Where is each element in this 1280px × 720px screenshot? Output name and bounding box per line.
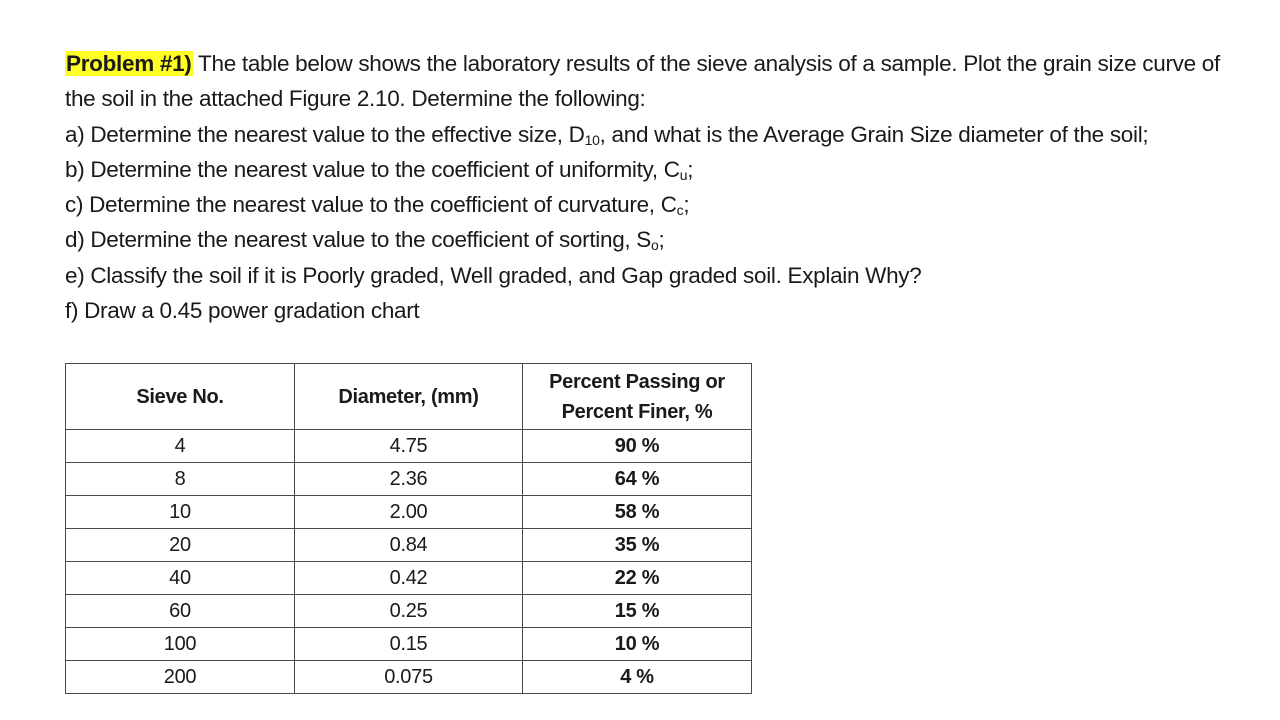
- cell-diameter: 0.25: [295, 595, 523, 628]
- question-d-subscript: o: [651, 237, 659, 254]
- table-row: [66, 628, 752, 661]
- cell-diameter: 0.84: [295, 529, 523, 562]
- problem-label: Problem #1): [66, 51, 192, 76]
- cell-diameter: 4.75: [295, 430, 523, 463]
- question-e: e) Classify the soil if it is Poorly graded, Well graded, and Gap graded soil. Explain Why?: [65, 262, 922, 288]
- cell-diameter: 0.15: [295, 628, 523, 661]
- problem-statement: [65, 46, 1245, 328]
- question-f: f) Draw a 0.45 power gradation chart: [65, 298, 420, 324]
- problem-intro-line2: the soil in the attached Figure 2.10. Determine the following:: [65, 86, 646, 112]
- cell-percent: 90 %: [523, 430, 752, 463]
- table-row: [66, 529, 752, 562]
- question-d-text: d) Determine the nearest value to the coefficient of sorting, S: [65, 227, 652, 253]
- cell-sieve: 200: [66, 661, 295, 694]
- question-c-subscript: c: [676, 202, 684, 219]
- cell-percent: 10 %: [523, 628, 752, 661]
- cell-percent: 64 %: [523, 463, 752, 496]
- cell-sieve: 60: [66, 595, 295, 628]
- cell-percent: 58 %: [523, 496, 752, 529]
- question-d-text-end: ;: [658, 227, 665, 253]
- table-row: [66, 661, 752, 694]
- cell-sieve: 20: [66, 529, 295, 562]
- cell-diameter: 0.42: [295, 562, 523, 595]
- cell-percent: 4 %: [523, 661, 752, 694]
- question-b-subscript: u: [679, 166, 688, 183]
- cell-diameter: 0.075: [295, 661, 523, 694]
- sieve-analysis-table: [65, 363, 752, 694]
- question-b: [65, 152, 1245, 187]
- cell-diameter: 2.00: [295, 496, 523, 529]
- cell-percent: 15 %: [523, 595, 752, 628]
- question-a: [65, 117, 1245, 152]
- header-percent-line2: Percent Finer, %: [561, 400, 713, 423]
- problem-intro-text: The table below shows the laboratory results of the sieve analysis of a sample. Plot the grain size curve of: [192, 51, 1220, 76]
- cell-diameter: 2.36: [295, 463, 523, 496]
- table-row: [66, 595, 752, 628]
- table-header-row: [66, 364, 752, 430]
- cell-sieve: 100: [66, 628, 295, 661]
- cell-sieve: 40: [66, 562, 295, 595]
- question-a-text: a) Determine the nearest value to the effective size, D: [65, 121, 585, 147]
- table-row: [66, 463, 752, 496]
- table-row: [66, 430, 752, 463]
- table-row: [66, 562, 752, 595]
- question-c: [65, 187, 1245, 222]
- table-row: [66, 496, 752, 529]
- question-b-text-end: ;: [687, 156, 694, 182]
- header-diameter: Diameter, (mm): [295, 364, 523, 430]
- question-c-text: c) Determine the nearest value to the coefficient of curvature, C: [65, 192, 677, 218]
- cell-percent: 35 %: [523, 529, 752, 562]
- header-sieve-no: Sieve No.: [66, 364, 295, 430]
- question-a-text-end: , and what is the Average Grain Size diameter of the soil;: [599, 121, 1149, 147]
- question-d: [65, 222, 1245, 257]
- cell-sieve: 4: [66, 430, 295, 463]
- header-percent-line1: Percent Passing or: [549, 370, 725, 393]
- cell-sieve: 8: [66, 463, 295, 496]
- problem-intro-line1: [65, 46, 1245, 81]
- header-percent-passing: [523, 364, 752, 430]
- cell-percent: 22 %: [523, 562, 752, 595]
- question-b-text: b) Determine the nearest value to the coefficient of uniformity, C: [65, 156, 680, 182]
- cell-sieve: 10: [66, 496, 295, 529]
- question-c-text-end: ;: [683, 192, 690, 218]
- question-a-subscript: 10: [584, 131, 600, 148]
